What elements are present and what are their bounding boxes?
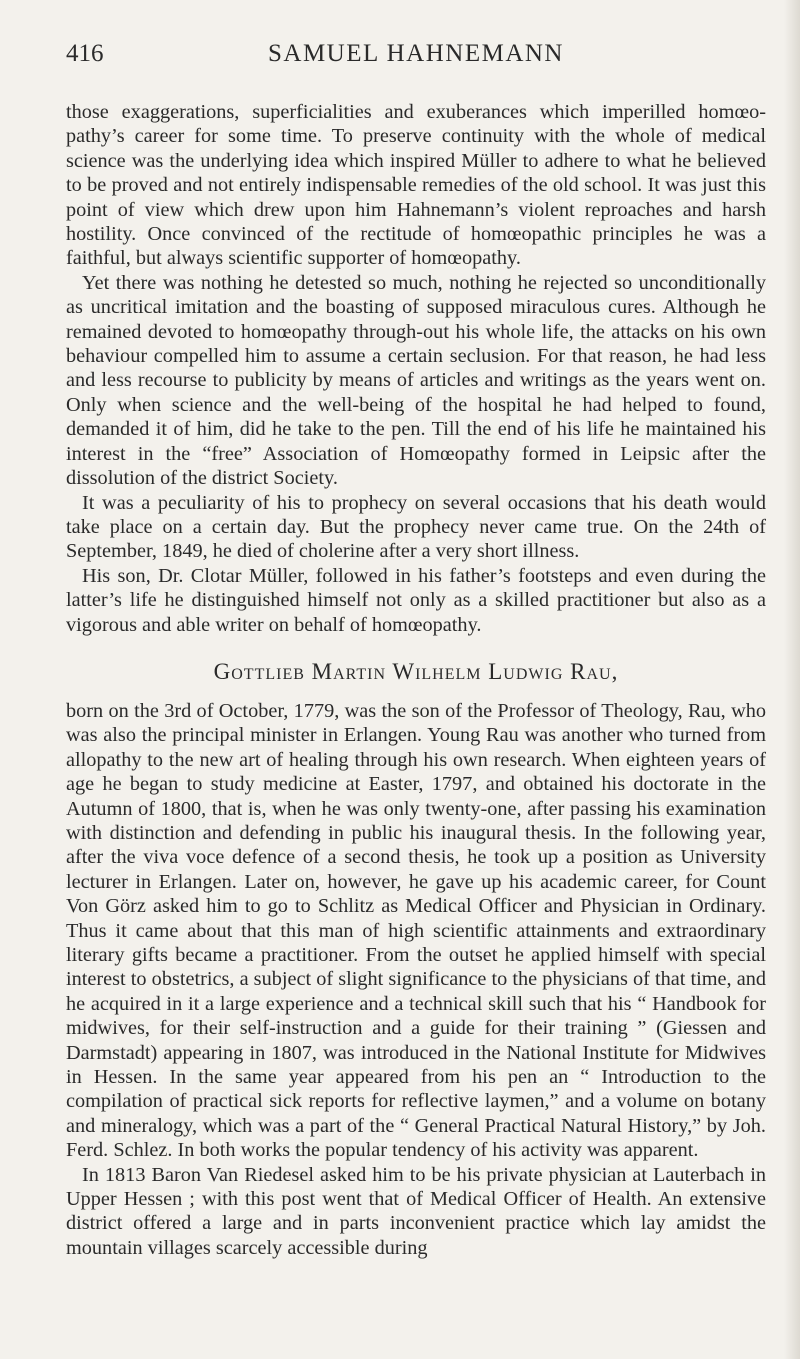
running-title: SAMUEL HAHNEMANN <box>268 40 564 67</box>
page-header <box>66 38 766 78</box>
paragraph: born on the 3rd of October, 1779, was the son of the Professor of Theology, Rau, who was also the principal minister in Erlangen. Young Rau was another who turned from allopathy to the new art of healing through his own research. When eighteen years of age he began to study medicine at Easter, 1797, and obtained his doctorate in the Autumn of 1800, that is, when he was only twenty-one, after passing his examination with distinction and defending in public his inaugural thesis. In the following year, after the viva voce defence of a second thesis, he took up a position as University lecturer in Erlangen. Later on, however, he gave up his academic career, for Count Von Görz asked him to go to Schlitz as Medical Officer and Physician in Ordinary. Thus it came about that this man of high scientific attainments and extraordinary literary gifts became a practitioner. From the outset he applied himself with special interest to obstetrics, a subject of slight significance to the physicians of that time, and he acquired in it a large experience and a technical skill such that his “ Handbook for midwives, for their self-instruction and a guide for their training ” (Giessen and Darmstadt) appearing in 1807, was introduced in the National Institute for Midwives in Hessen. In the same year appeared from his pen an “ Introduction to the compilation of practical sick reports for reflective laymen,” and a volume on botany and mineralogy, which was a part of the “ General Practical Natural History,” by Joh. Ferd. Schlez. In both works the popular tendency of his activity was apparent. <box>66 699 766 1162</box>
page-number: 416 <box>66 40 104 67</box>
paragraph: those exaggerations, superficialities and exuberances which imperilled homœo-pathy’s career for some time. To preserve continuity with the whole of medical science was the underlying idea which inspired Müller to adhere to what he believed to be proved and not entirely indispensable remedies of the old school. It was just this point of view which drew upon him Hahnemann’s violent reproaches and harsh hostility. Once convinced of the rectitude of homœopathic principles he was a faithful, but always scientific supporter of homœopathy. <box>66 101 766 270</box>
page-edge-shadow <box>784 0 800 1359</box>
paragraph: His son, Dr. Clotar Müller, followed in his father’s footsteps and even during the latter’s life he distinguished himself not only as a skilled practitioner but also as a vigorous and able writer on behalf of homœopathy. <box>66 564 766 636</box>
book-page <box>66 38 766 1260</box>
paragraph: It was a peculiarity of his to prophecy on several occasions that his death would take place on a certain day. But the prophecy never came true. On the 24th of September, 1849, he died of cholerine after a very short illness. <box>66 491 766 563</box>
section-heading: Gottlieb Martin Wilhelm Ludwig Rau, <box>213 658 619 684</box>
paragraph: In 1813 Baron Van Riedesel asked him to be his private physician at Lauterbach in Upper Hessen ; with this post went that of Medical Officer of Health. An extensive district offered a large and in parts inconvenient practice which lay amidst the mountain villages scarcely accessible during <box>66 1163 766 1259</box>
paragraph: Yet there was nothing he detested so much, nothing he rejected so unconditionally as uncritical imitation and the boasting of supposed miraculous cures. Although he remained devoted to homœopathy through-out his whole life, the attacks on his own behaviour compelled him to assume a certain seclusion. For that reason, he had less and less recourse to publicity by means of articles and writings as the years went on. Only when science and the well-being of the hospital he had helped to found, demanded it of him, did he take to the pen. Till the end of his life he maintained his interest in the “free” Association of Homœopathy formed in Leipsic after the dissolution of the district Society. <box>66 271 766 490</box>
